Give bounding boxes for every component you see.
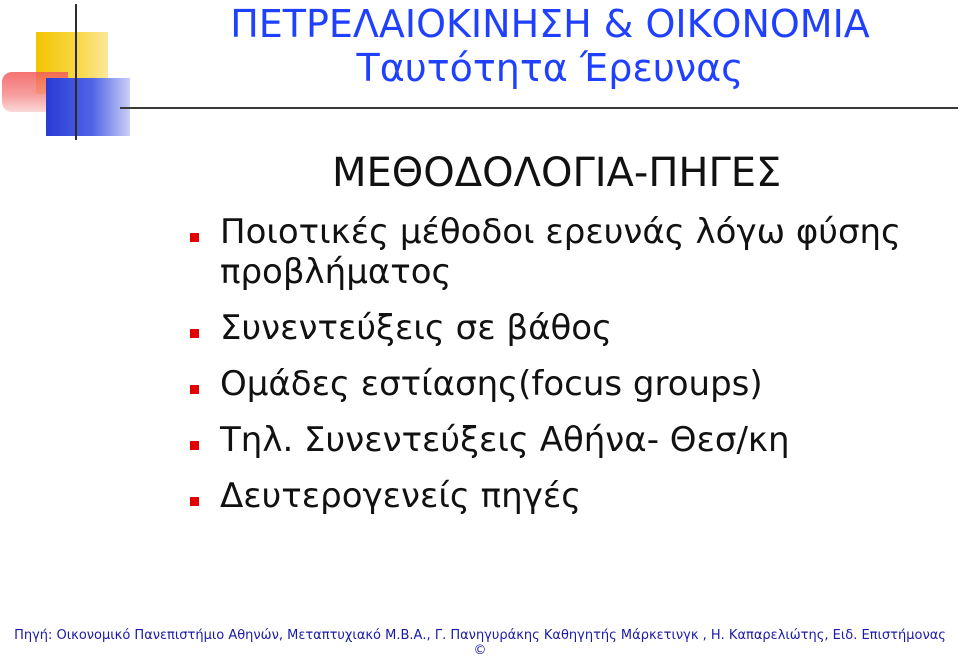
slide-title-line-2: Ταυτότητα Έρευνας [356,46,744,90]
bullet-text: Ομάδες εστίασης(focus groups) [220,364,763,404]
bullet-list [190,212,950,532]
bullet-item [190,308,950,348]
blue-block [46,78,130,136]
bullet-text: Συνεντεύξεις σε βάθος [220,308,613,348]
bullet-item [190,364,950,404]
red-square-bullet-icon [190,497,199,506]
bullet-text: Τηλ. Συνεντεύξεις Αθήνα- Θεσ/κη [220,420,790,460]
section-heading: ΜΕΘΟΔΟΛΟΓΙΑ-ΠΗΓΕΣ [332,150,782,196]
bullet-item [190,212,950,292]
bullet-text: Ποιοτικές μέθοδοι ερευνάς λόγω φύσης προβλήματος [220,212,902,292]
vertical-rule [75,4,77,140]
footer-source-text: Πηγή: Οικονομικό Πανεπιστήμιο Αθηνών, Μεταπτυχιακό Μ.Β.Α., Γ. Πανηγυράκης Καθηγητής Μάρκετινγκ , Η. Καπαρελιώτης, Ειδ. Επιστήμονας [14,628,946,643]
bullet-item [190,420,950,460]
red-square-bullet-icon [190,233,199,242]
slide-title [150,2,950,90]
color-blocks-logo-icon [0,0,160,150]
red-square-bullet-icon [190,385,199,394]
red-square-bullet-icon [190,329,199,338]
bullet-text: Δευτερογενείς πηγές [220,476,582,516]
footer-source [0,628,960,658]
footer-copyright: © [473,643,487,658]
slide-title-line-1: ΠΕΤΡΕΛΑΙΟΚΙΝΗΣΗ & ΟΙΚΟΝΟΜΙΑ [230,2,870,46]
title-divider [120,107,958,109]
bullet-item [190,476,950,516]
red-square-bullet-icon [190,441,199,450]
